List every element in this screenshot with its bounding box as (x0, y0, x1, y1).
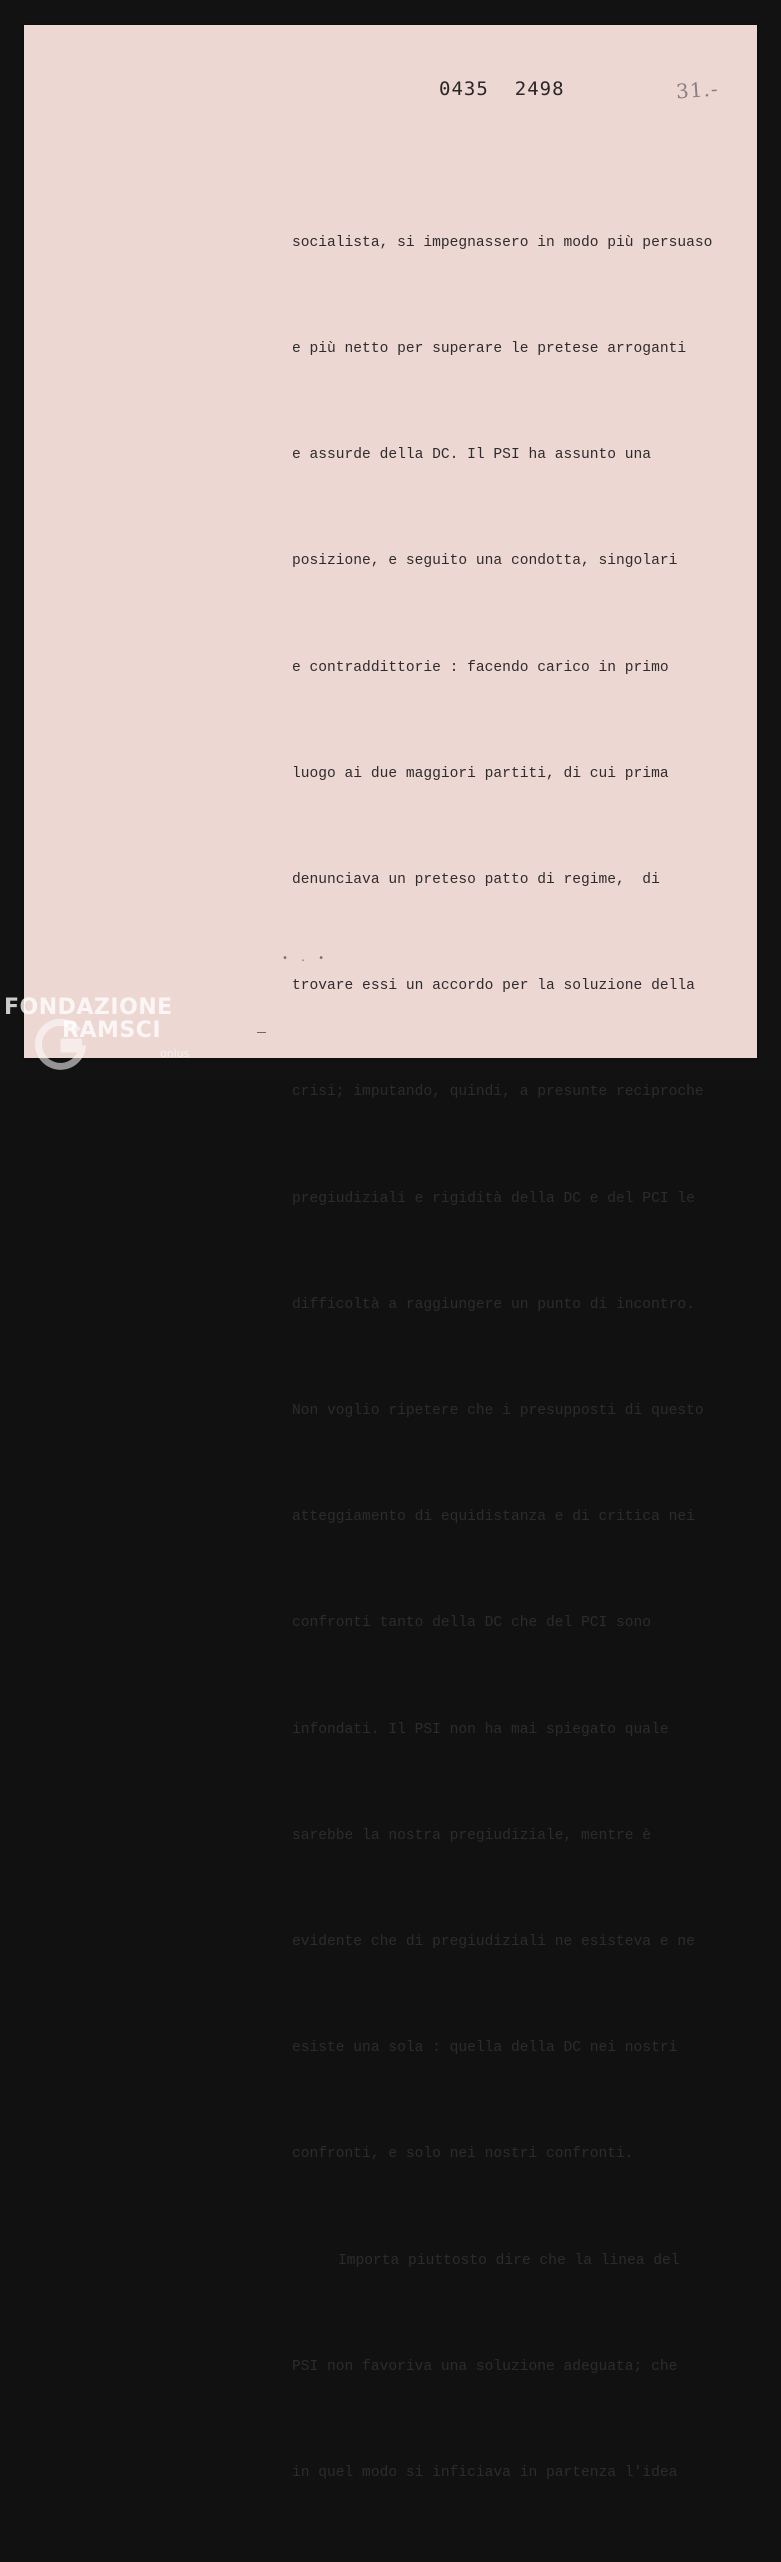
typed-text-block (292, 155, 742, 2562)
text-line: denunciava un preteso patto di regime, di (292, 872, 660, 889)
archive-number-right: 2498 (514, 78, 565, 100)
text-line: PSI non favoriva una soluzione adeguata; che (292, 2358, 678, 2375)
watermark-suffix: onlus (160, 1047, 190, 1060)
text-line: evidente che di pregiudiziali ne esisteva e ne (292, 1934, 695, 1951)
watermark-line-1: FONDAZIONE (4, 995, 173, 1020)
text-line: e contraddittorie : facendo carico in primo (292, 659, 669, 676)
stray-mark (257, 1032, 266, 1033)
fondazione-gramsci-watermark (4, 995, 199, 1077)
text-line: socialista, si impegnassero in modo più persuaso (292, 234, 713, 251)
text-line: atteggiamento di equidistanza e di critica nei (292, 1509, 695, 1526)
handwritten-page-number: 31.- (675, 76, 720, 104)
watermark-line-2: RAMSCI (62, 1018, 162, 1043)
paragraph-start-line: Importa piuttosto dire che la linea del (338, 2252, 680, 2269)
text-line: luogo ai due maggiori partiti, di cui prima (292, 765, 669, 782)
text-line: difficoltà a raggiungere un punto di incontro. (292, 1296, 695, 1313)
ink-speckle: • . • (282, 953, 328, 964)
text-line: pregiudiziali e rigidità della DC e del PCI le (292, 1190, 695, 1207)
archive-number-left: 0435 (439, 78, 489, 100)
text-line: e più netto per superare le pretese arroganti (292, 341, 687, 358)
text-line: e assurde della DC. Il PSI ha assunto una (292, 447, 652, 464)
text-line: crisi; imputando, quindi, a presunte reciproche (292, 1084, 704, 1101)
text-line: sarebbe la nostra pregiudiziale, mentre è (292, 1827, 652, 1844)
text-line: esiste una sola : quella della DC nei nostri (292, 2040, 678, 2057)
text-line: Non voglio ripetere che i presupposti di questo (292, 1403, 704, 1420)
text-line: infondati. Il PSI non ha mai spiegato quale (292, 1721, 669, 1738)
text-line: confronti tanto della DC che del PCI sono (292, 1615, 652, 1632)
text-line: trovare essi un accordo per la soluzione della (292, 978, 695, 995)
text-line: posizione, e seguito una condotta, singolari (292, 553, 678, 570)
archive-number (439, 78, 565, 100)
text-line: confronti, e solo nei nostri confronti. (292, 2146, 634, 2163)
text-line: in quel modo si inficiava in partenza l'idea (292, 2465, 678, 2482)
